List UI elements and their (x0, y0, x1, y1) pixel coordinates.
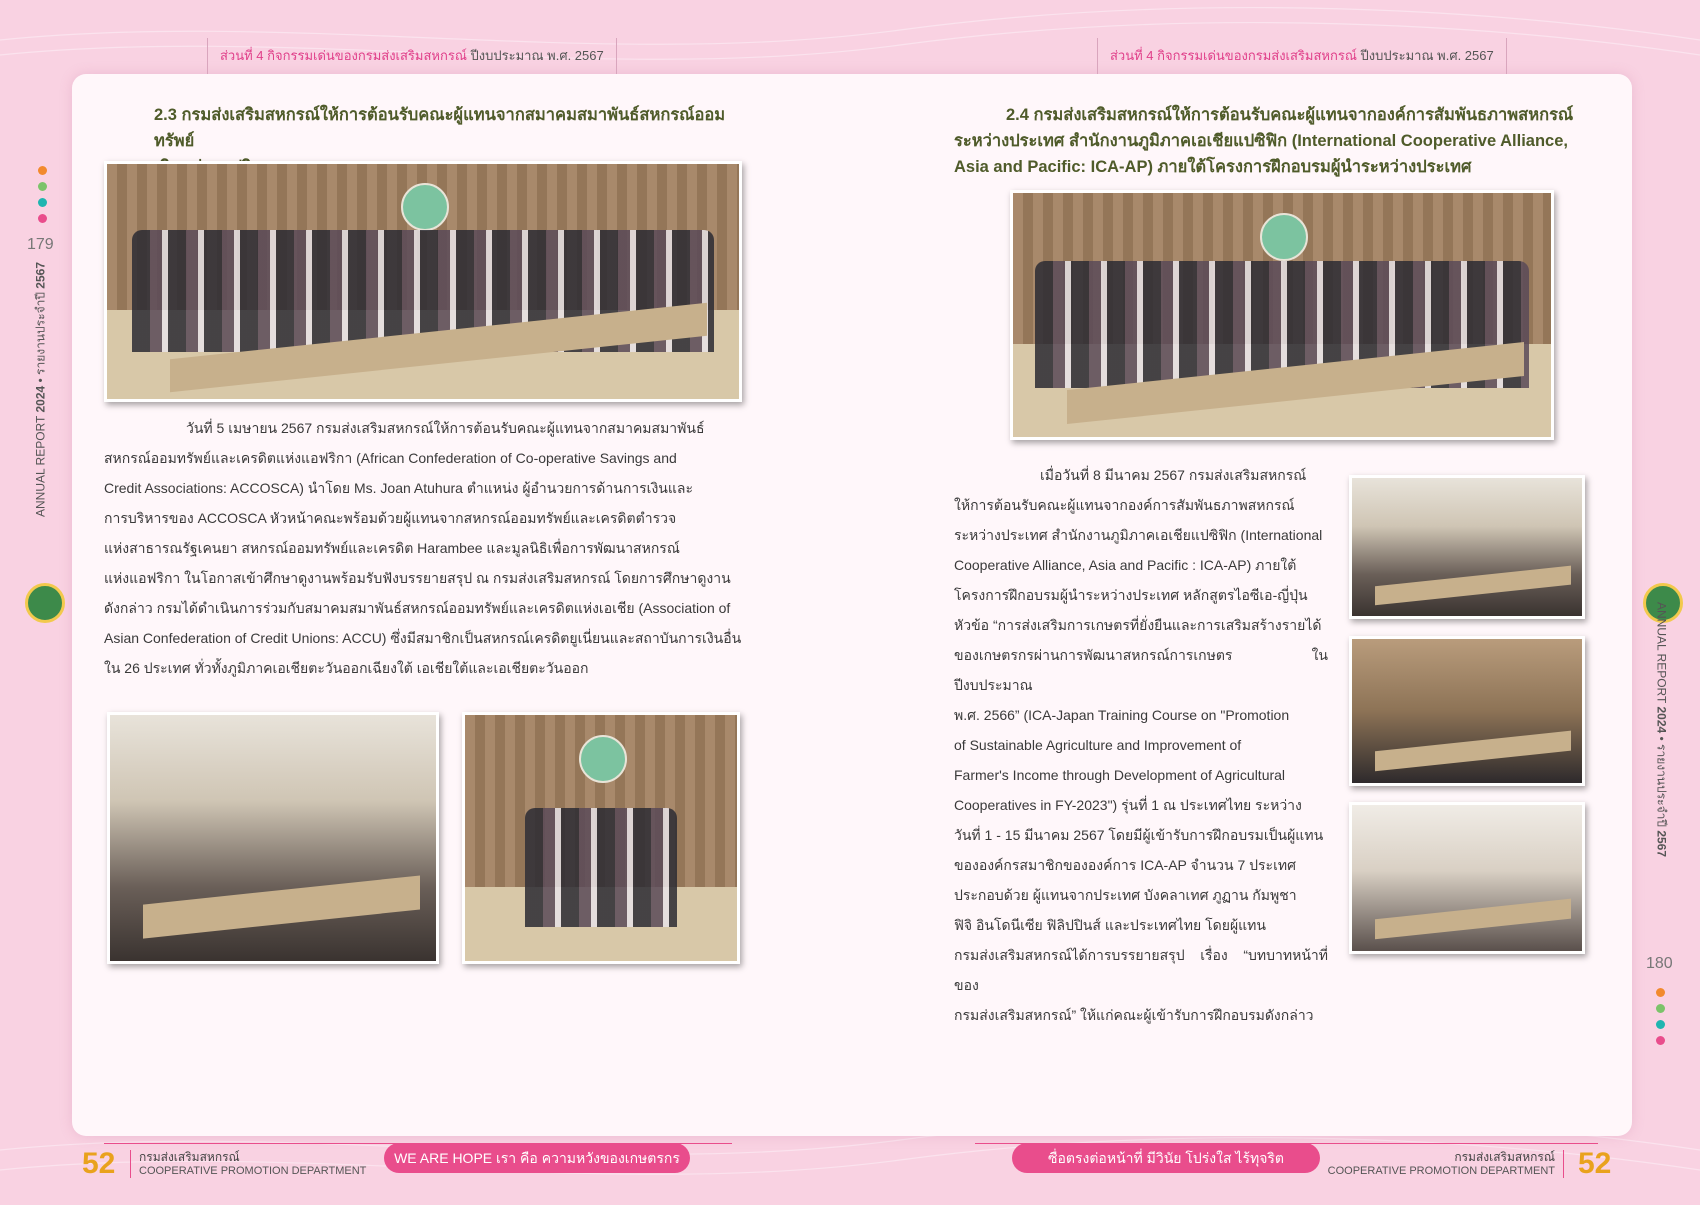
right-para-line: เมื่อวันที่ 8 มีนาคม 2567 กรมส่งเสริมสหกรณ์ (1040, 467, 1307, 483)
right-page-number: 180 (1646, 955, 1673, 972)
right-para-line: โครงการฝึกอบรมผู้นำระหว่างประเทศ หลักสูตรไอซีเอ-ญี่ปุ่น (954, 587, 1308, 603)
ica-lecture-photo (1349, 802, 1585, 954)
right-section-heading (954, 102, 1604, 180)
right-para-line: ประกอบด้วย ผู้แทนจากประเทศ บังคลาเทศ ภูฏาน กัมพูชา (954, 887, 1297, 903)
left-body-paragraph (104, 413, 750, 683)
dept-name-th: กรมส่งเสริมสหกรณ์ (139, 1150, 240, 1164)
ica-meeting-room-photo (1349, 475, 1585, 619)
left-footer-slogan: WE ARE HOPE เรา คือ ความหวังของเกษตรกร (384, 1143, 690, 1173)
dept-name-en: COOPERATIVE PROMOTION DEPARTMENT (1327, 1165, 1555, 1177)
right-color-dots (1656, 988, 1666, 1052)
left-emblem-logo (25, 583, 65, 623)
right-header-section: ส่วนที่ 4 กิจกรรมเด่นของกรมส่งเสริมสหกรณ์ (1110, 48, 1357, 63)
left-para-line: แห่งสาธารณรัฐเคนยา สหกรณ์ออมทรัพย์และเครดิต Harambee และมูลนิธิเพื่อการพัฒนาสหกรณ์ (104, 540, 680, 556)
side-annual-report: ANNUAL REPORT (33, 415, 48, 518)
right-header-year: ปีงบประมาณ พ.ศ. 2567 (1360, 48, 1494, 63)
right-para-line: of Sustainable Agriculture and Improvement of (954, 737, 1242, 753)
right-side-label: ANNUAL REPORT 2024 • รายงานประจำปี 2567 (1654, 601, 1669, 858)
ica-participants-photo (1349, 636, 1585, 786)
accosca-flag-photo (462, 712, 740, 964)
teal-dot (1656, 1020, 1665, 1029)
left-header-year: ปีงบประมาณ พ.ศ. 2567 (470, 48, 604, 63)
left-para-line: วันที่ 5 เมษายน 2567 กรมส่งเสริมสหกรณ์ให้การต้อนรับคณะผู้แทนจากสมาคมสมาพันธ์ (186, 420, 705, 436)
accosca-meeting-photo (107, 712, 439, 964)
side-year: 2024 (1654, 706, 1669, 734)
right-para-line: พ.ศ. 2566” (ICA-Japan Training Course on "Promotion (954, 707, 1290, 723)
left-running-header (207, 38, 617, 74)
left-page-number: 179 (27, 236, 54, 253)
right-footer-slogan: ซื่อตรงต่อหน้าที่ มีวินัย โปร่งใส ไร้ทุจริต (1012, 1143, 1320, 1173)
right-heading-line2: ระหว่างประเทศ สำนักงานภูมิภาคเอเชียแปซิฟิก (International Cooperative Alliance, (954, 132, 1568, 150)
left-side-label: ANNUAL REPORT 2024 • รายงานประจำปี 2567 (33, 261, 48, 518)
right-para-line: Cooperative Alliance, Asia and Pacific : ICA-AP) ภายใต้ (954, 557, 1297, 573)
dept-name-en: COOPERATIVE PROMOTION DEPARTMENT (139, 1165, 367, 1177)
ica-ap-group-photo (1010, 190, 1554, 440)
left-para-line: สหกรณ์ออมทรัพย์และเครดิตแห่งแอฟริกา (African Confederation of Co-operative Savings and (104, 450, 677, 466)
right-para-line: หัวข้อ “การส่งเสริมการเกษตรที่ยั่งยืนและการเสริมสร้างรายได้ (954, 617, 1322, 633)
left-para-line: แห่งแอฟริกา ในโอกาสเข้าศึกษาดูงานพร้อมรับฟังบรรยายสรุป ณ กรมส่งเสริมสหกรณ์ โดยการศึกษาดูงาน (104, 570, 731, 586)
side-th-label: รายงานประจำปี (33, 292, 48, 375)
pink-dot (38, 214, 47, 223)
right-para-line: Farmer's Income through Development of Agricultural (954, 767, 1286, 783)
right-para-line: วันที่ 1 - 15 มีนาคม 2567 โดยมีผู้เข้ารับการฝึกอบรมเป็นผู้แทน (954, 827, 1324, 843)
green-dot (1656, 1004, 1665, 1013)
side-year: 2024 (33, 385, 48, 413)
orange-dot (38, 166, 47, 175)
right-para-line: Cooperatives in FY-2023") รุ่นที่ 1 ณ ประเทศไทย ระหว่าง (954, 797, 1302, 813)
right-50th-anniversary-logo: 52 (1578, 1147, 1612, 1180)
right-body-paragraph (954, 460, 1328, 1030)
teal-dot (38, 198, 47, 207)
green-dot (38, 182, 47, 191)
right-para-line: ฟิจิ อินโดนีเซีย ฟิลิปปินส์ และประเทศไทย โดยผู้แทน (954, 917, 1266, 933)
right-para-line: ของเกษตรกรผ่านการพัฒนาสหกรณ์การเกษตร ในปีงบประมาณ (954, 647, 1328, 693)
accosca-group-photo (104, 161, 742, 402)
left-footer-dept (130, 1150, 366, 1178)
left-heading-line1: 2.3 กรมส่งเสริมสหกรณ์ให้การต้อนรับคณะผู้แทนจากสมาคมสมาพันธ์สหกรณ์ออมทรัพย์ (154, 106, 726, 150)
pink-dot (1656, 1036, 1665, 1045)
dept-name-th: กรมส่งเสริมสหกรณ์ (1454, 1150, 1555, 1164)
left-para-line: ดังกล่าว กรมได้ดำเนินการร่วมกับสมาคมสมาพันธ์สหกรณ์ออมทรัพย์และเครดิตแห่งเอเชีย (Association of (104, 600, 731, 616)
left-para-line: Asian Confederation of Credit Unions: ACCU) ซึ่งมีสมาชิกเป็นสหกรณ์เครดิตยูเนี่ยนและสถาบันการเงินอื่น (104, 630, 742, 646)
side-th-year: 2567 (33, 261, 48, 289)
side-th-label: รายงานประจำปี (1654, 744, 1669, 827)
right-para-line: กรมส่งเสริมสหกรณ์” ให้แก่คณะผู้เข้ารับการฝึกอบรมดังกล่าว (954, 1007, 1314, 1023)
right-running-header (1097, 38, 1507, 74)
left-para-line: Credit Associations: ACCOSCA) นำโดย Ms. Joan Atuhura ตำแหน่ง ผู้อำนวยการด้านการเงินและ (104, 480, 693, 496)
right-heading-line3: Asia and Pacific: ICA-AP) ภายใต้โครงการฝึกอบรมผู้นำระหว่างประเทศ (954, 158, 1472, 176)
right-para-line: กรมส่งเสริมสหกรณ์ได้การบรรยายสรุป เรื่อง “บทบาทหน้าที่ของ (954, 947, 1328, 993)
orange-dot (1656, 988, 1665, 997)
right-heading-line1: 2.4 กรมส่งเสริมสหกรณ์ให้การต้อนรับคณะผู้แทนจากองค์การสัมพันธภาพสหกรณ์ (1006, 106, 1574, 124)
left-header-section: ส่วนที่ 4 กิจกรรมเด่นของกรมส่งเสริมสหกรณ์ (220, 48, 467, 63)
right-para-line: ให้การต้อนรับคณะผู้แทนจากองค์การสัมพันธภาพสหกรณ์ (954, 497, 1295, 513)
left-para-line: การบริหารของ ACCOSCA หัวหน้าคณะพร้อมด้วยผู้แทนจากสหกรณ์ออมทรัพย์และเครดิตตำรวจ (104, 510, 677, 526)
left-para-line: ใน 26 ประเทศ ทั่วทั้งภูมิภาคเอเชียตะวันออกเฉียงใต้ เอเชียใต้และเอเชียตะวันออก (104, 660, 589, 676)
side-th-year: 2567 (1654, 830, 1669, 858)
left-color-dots (38, 166, 48, 230)
right-footer-dept (1328, 1150, 1564, 1178)
side-annual-report: ANNUAL REPORT (1654, 601, 1669, 704)
right-para-line: ขององค์กรสมาชิกขององค์การ ICA-AP จำนวน 7 ประเทศ (954, 857, 1296, 873)
left-50th-anniversary-logo: 52 (82, 1147, 116, 1180)
right-para-line: ระหว่างประเทศ สำนักงานภูมิภาคเอเชียแปซิฟิก (International (954, 527, 1323, 543)
